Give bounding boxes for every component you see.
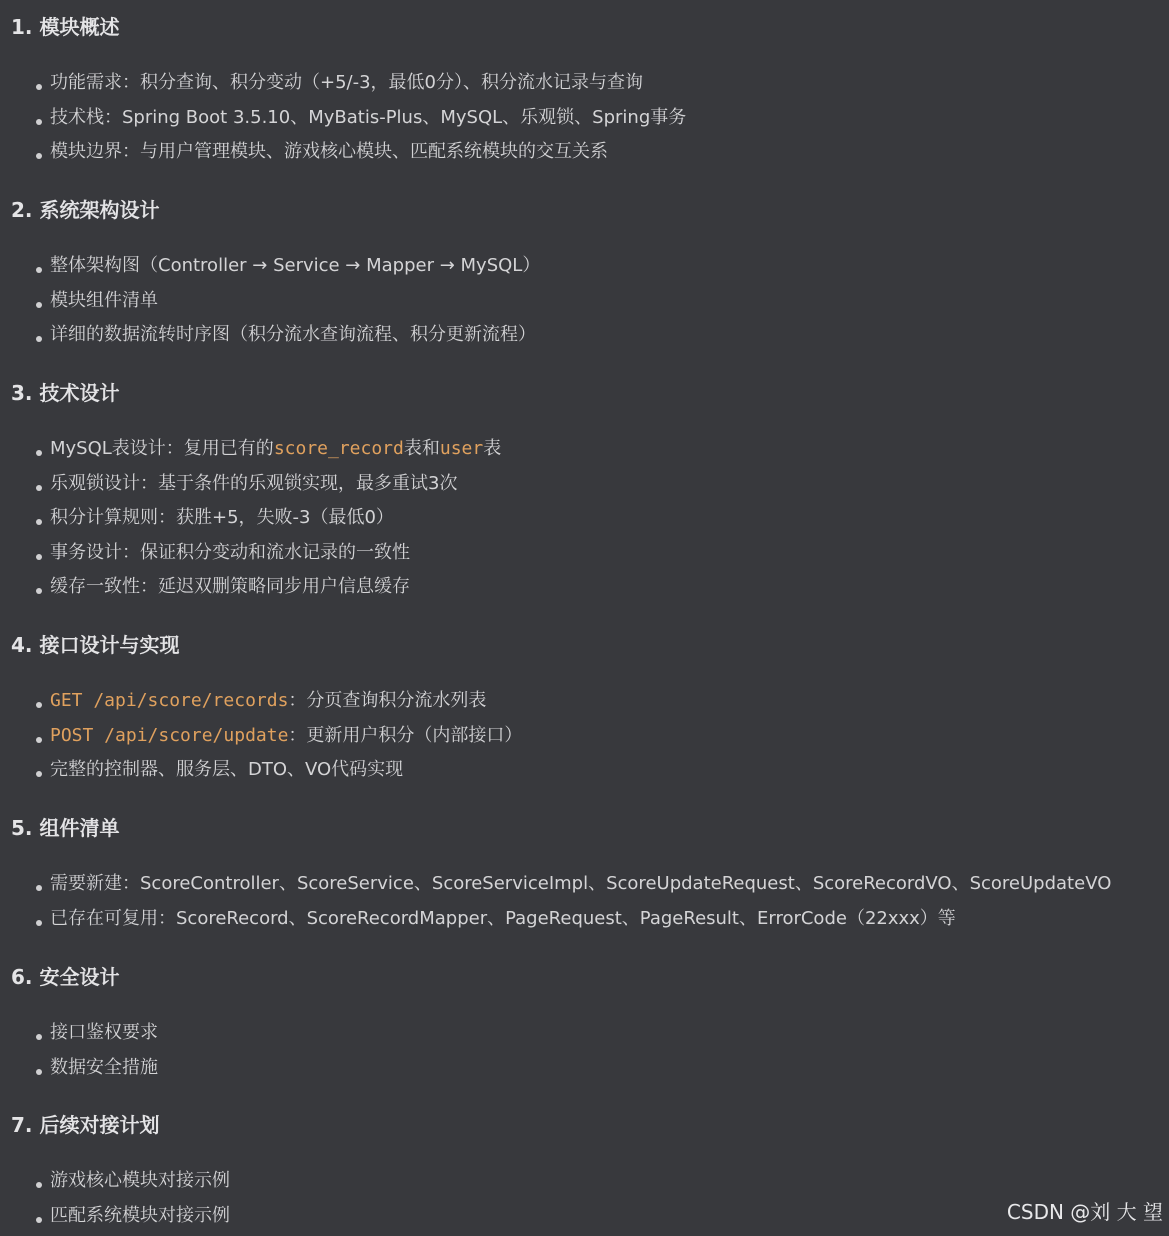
section-heading: 7. 后续对接计划 xyxy=(11,1111,159,1139)
list-item-text: 功能需求：积分查询、积分变动（+5/-3，最低0分）、积分流水记录与查询 xyxy=(50,72,643,93)
list-item xyxy=(0,756,522,791)
list-item xyxy=(0,321,540,356)
section-heading: 2. 系统架构设计 xyxy=(11,196,159,224)
list-item-text: 表和 xyxy=(404,438,440,459)
list-item-text: 模块组件清单 xyxy=(50,290,158,311)
list-item xyxy=(0,573,501,608)
inline-code: score_record xyxy=(274,438,404,459)
bullet-icon xyxy=(36,1034,42,1040)
section-heading: 4. 接口设计与实现 xyxy=(11,631,179,659)
list-item-text: 匹配系统模块对接示例 xyxy=(50,1205,230,1226)
list-item xyxy=(0,104,686,139)
bullet-icon xyxy=(36,1182,42,1188)
bullet-icon xyxy=(36,588,42,594)
list-item-text: 乐观锁设计：基于条件的乐观锁实现，最多重试3次 xyxy=(50,473,457,494)
bullet-icon xyxy=(36,771,42,777)
list-item-text: 技术栈：Spring Boot 3.5.10、MyBatis-Plus、MySQL、乐观锁、Spring事务 xyxy=(50,107,686,128)
list-item xyxy=(0,905,1111,940)
section-heading: 3. 技术设计 xyxy=(11,379,119,407)
list-item xyxy=(0,504,501,539)
list-item-text: 事务设计：保证积分变动和流水记录的一致性 xyxy=(50,542,410,563)
list-item-text: 表 xyxy=(483,438,501,459)
list-item-text: 数据安全措施 xyxy=(50,1057,158,1078)
bullet-icon xyxy=(36,1217,42,1223)
list-item-text: 游戏核心模块对接示例 xyxy=(50,1170,230,1191)
bullet-list xyxy=(0,252,540,356)
bullet-icon xyxy=(36,1069,42,1075)
list-item-text: 缓存一致性：延迟双删策略同步用户信息缓存 xyxy=(50,576,410,597)
list-item-text: 需要新建：ScoreController、ScoreService、ScoreServiceImpl、ScoreUpdateRequest、ScoreRecordVO、ScoreUpdateVO xyxy=(50,873,1111,894)
watermark: CSDN @刘 大 望 xyxy=(1007,1196,1163,1225)
bullet-icon xyxy=(36,336,42,342)
section-heading: 1. 模块概述 xyxy=(11,13,119,41)
list-item-text: 完整的控制器、服务层、DTO、VO代码实现 xyxy=(50,759,403,780)
bullet-icon xyxy=(36,519,42,525)
list-item-text: 整体架构图（Controller → Service → Mapper → MySQL） xyxy=(50,255,540,276)
list-item-text: 已存在可复用：ScoreRecord、ScoreRecordMapper、PageRequest、PageResult、ErrorCode（22xxx）等 xyxy=(50,908,956,929)
bullet-icon xyxy=(36,84,42,90)
list-item xyxy=(0,1019,158,1054)
list-item xyxy=(0,138,686,173)
bullet-icon xyxy=(36,302,42,308)
bullet-icon xyxy=(36,554,42,560)
bullet-list xyxy=(0,687,522,791)
bullet-icon xyxy=(36,702,42,708)
section-heading: 5. 组件清单 xyxy=(11,814,119,842)
bullet-list xyxy=(0,870,1111,939)
list-item xyxy=(0,722,522,757)
list-item xyxy=(0,539,501,574)
list-item xyxy=(0,687,522,722)
inline-code: user xyxy=(440,438,483,459)
list-item-text: ：分页查询积分流水列表 xyxy=(288,690,486,711)
bullet-icon xyxy=(36,885,42,891)
list-item xyxy=(0,1202,230,1236)
list-item-text: MySQL表设计：复用已有的 xyxy=(50,438,274,459)
bullet-icon xyxy=(36,450,42,456)
list-item xyxy=(0,69,686,104)
list-item xyxy=(0,870,1111,905)
section-heading: 6. 安全设计 xyxy=(11,963,119,991)
list-item xyxy=(0,287,540,322)
list-item xyxy=(0,252,540,287)
bullet-list xyxy=(0,69,686,173)
bullet-icon xyxy=(36,153,42,159)
inline-code: GET /api/score/records xyxy=(50,690,288,711)
list-item-text: 接口鉴权要求 xyxy=(50,1022,158,1043)
list-item xyxy=(0,1167,230,1202)
list-item-text: 积分计算规则：获胜+5，失败-3（最低0） xyxy=(50,507,394,528)
list-item-text: 模块边界：与用户管理模块、游戏核心模块、匹配系统模块的交互关系 xyxy=(50,141,608,162)
bullet-icon xyxy=(36,119,42,125)
list-item-text: 详细的数据流转时序图（积分流水查询流程、积分更新流程） xyxy=(50,324,536,345)
bullet-icon xyxy=(36,737,42,743)
bullet-list xyxy=(0,435,501,608)
bullet-list xyxy=(0,1019,158,1088)
list-item xyxy=(0,1054,158,1089)
list-item xyxy=(0,435,501,470)
list-item xyxy=(0,470,501,505)
list-item-text: ：更新用户积分（内部接口） xyxy=(288,725,522,746)
inline-code: POST /api/score/update xyxy=(50,725,288,746)
bullet-list xyxy=(0,1167,230,1236)
bullet-icon xyxy=(36,267,42,273)
bullet-icon xyxy=(36,920,42,926)
bullet-icon xyxy=(36,485,42,491)
